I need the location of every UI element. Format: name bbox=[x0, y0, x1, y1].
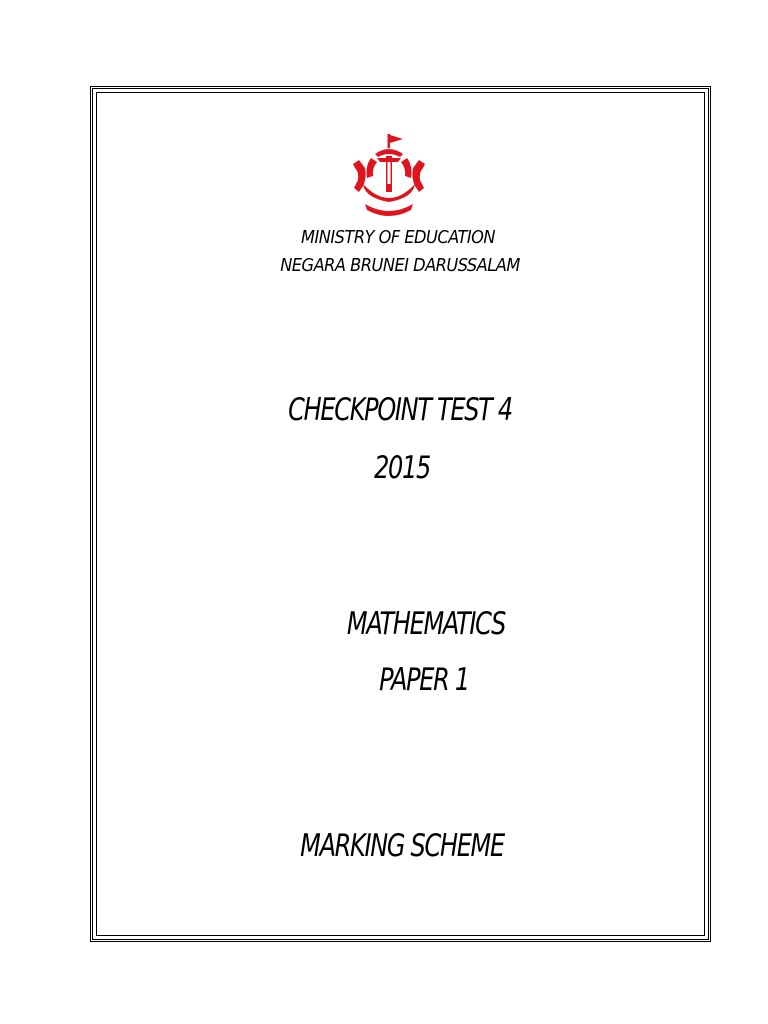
document-type: MARKING SCHEME bbox=[300, 828, 504, 864]
ministry-name: MINISTRY OF EDUCATION bbox=[301, 227, 495, 248]
paper-number: PAPER 1 bbox=[379, 662, 469, 698]
brunei-crest-icon bbox=[343, 132, 435, 222]
test-title: CHECKPOINT TEST 4 bbox=[288, 392, 512, 428]
test-year: 2015 bbox=[374, 450, 430, 486]
subject-name: MATHEMATICS bbox=[346, 606, 506, 642]
country-name: NEGARA BRUNEI DARUSSALAM bbox=[280, 255, 520, 276]
